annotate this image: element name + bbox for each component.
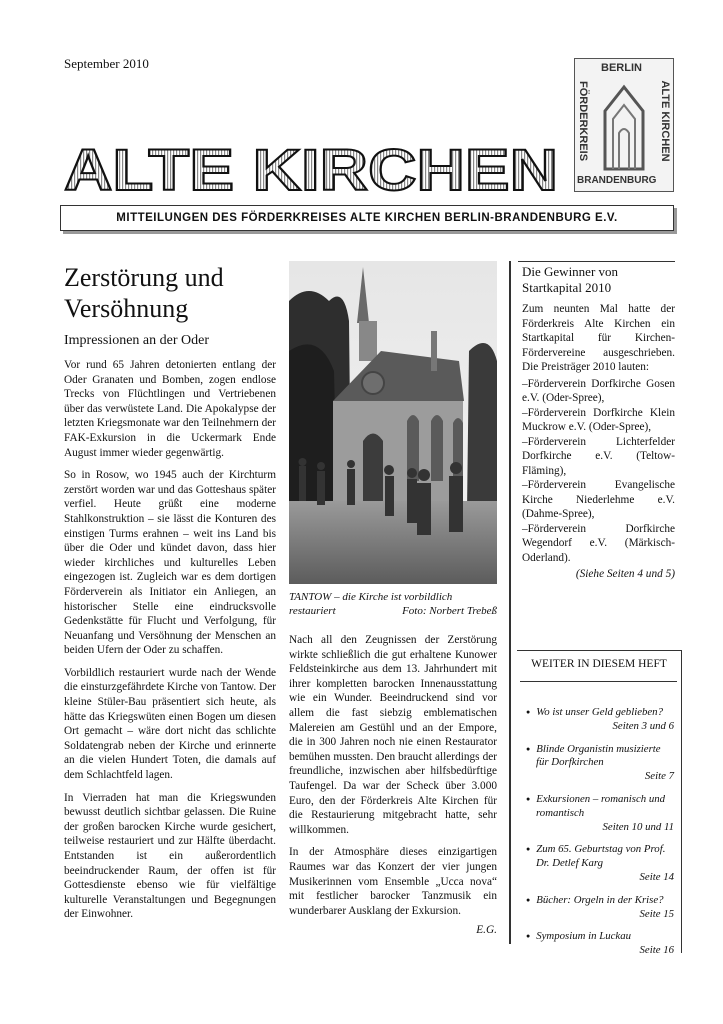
column-divider [509,261,511,944]
toc-item-pages: Seite 7 [644,770,674,783]
toc-item-pages: Seite 14 [639,870,674,883]
toc-item[interactable] [520,843,674,884]
toc-item[interactable] [520,894,674,922]
masthead-text: ALTE KIRCHEN [64,138,558,198]
toc-item-title: ● Exkursionen – romanisch und romantisch [520,793,674,821]
article-subtitle: Impressionen an der Oder [64,333,210,348]
photo-caption [289,590,497,618]
sidebar-rule [518,261,675,262]
sidebar-title: Die Gewinner von Startkapital 2010 [522,264,619,295]
church-icon [599,81,649,171]
list-item: –Förderverein Dorfkirche Gosen e.V. (Oder-Spree), [522,377,675,404]
toc-item[interactable] [520,930,674,958]
caption-text-2: restauriert [289,605,336,617]
paragraph: Vor rund 65 Jahren detonierten entlang der Oder Granaten und Bomben, zogen endlose Trecks von Flüchtlingen und Vertriebenen über das verwüstete Land. Die Apokalypse der letzten Kriegsmonate war den Teilnehmern der FAK-Exkursion in die Uckermark Ende August immer wieder gegenwärtig. [64,359,276,459]
masthead-subtitle: MITTEILUNGEN DES FÖRDERKREISES ALTE KIRCHEN BERLIN-BRANDENBURG E.V. [60,205,674,231]
sidebar-page-reference: (Siehe Seiten 4 und 5) [575,568,675,580]
sidebar-intro: Zum neunten Mal hatte der Förderkreis Alte Kirchen ein Startkapital für Kirchen-Fördervereine ausgeschrieben. Die Preisträger 2010 lauten: [522,303,675,373]
toc-title-rule [520,681,677,682]
issue-date: September 2010 [64,56,149,71]
article-signature: E.G. [476,924,497,936]
toc-item-title: ● Symposium in Luckau [520,930,674,944]
list-item: –Förderverein Evangelische Kirche Niederlehme e.V. (Dahme-Spree), [522,479,675,520]
logo-text-top: BERLIN [601,62,642,74]
toc-item[interactable] [520,793,674,834]
masthead-title [62,138,562,198]
logo-text-bottom: BRANDENBURG [577,175,657,186]
article-column-1 [64,358,276,930]
church-photo [289,261,497,584]
article-column-2 [289,633,497,926]
logo-text-left: FÖRDERKREIS [577,80,589,162]
toc-item-pages: Seite 16 [639,944,674,957]
logo-text-right: ALTE KIRCHEN [659,80,671,162]
logo [574,58,674,192]
paragraph: In Vierraden hat man die Kriegswunden bewusst deutlich sichtbar gelassen. Die Ruine der großen barocken Kirche wurde gesichert, teilweise restauriert und zur Hälfte überdacht. Entstanden ist ein außerordentlich beeindruckender Raum, der offen ist für Gottesdienste ebenso wie für vielfältige kulturelle Veranstaltungen und Begegnungen der Einwohner. [64,791,276,921]
caption-text: TANTOW – die Kirche ist vorbildlich [289,591,453,603]
paragraph: Vorbildlich restauriert wurde nach der Wende die einsturzgefährdete Kirche von Tantow. Der kleine Stüler-Bau präsentiert sich heute, als hätte das Kriegswüten einen Bogen um diesen Ort gemacht – wäre dort nicht das schlichte Soldatengrab neben der Kirche und erinnerte an die vielen Hundert Toten, die damals auf dem Schlachtfeld lagen. [64,666,276,782]
toc-item-title: ● Wo ist unser Geld geblieben? [520,706,674,720]
toc-item[interactable] [520,706,674,734]
winner-list [522,377,675,566]
paragraph: Nach all den Zeugnissen der Zerstörung wirkte schließlich die gut erhaltene Kunower Feldsteinkirche aus dem 13. Jahrhundert mit ihrer kompletten barocken Innenausstattung wie ein Wunder. Beeindruckend sind vor allem die fast siebzig emblematischen Malereien am Gestühl und an der Empore, die in 300 Jahren noch nie einen Restaurator bemühen mussten. Den braucht allerdings der freundliche, inzwischen aber hilfsbedürftige Taufengel. Da war der Scheck über 3.000 Euro, den der Förderkreis Alte Kirchen für die Restaurierung mitgebracht hatte, sehr willkommen. [289,634,497,836]
toc-item-title: ● Bücher: Orgeln in der Krise? [520,894,674,908]
toc-item-pages: Seiten 3 und 6 [612,719,674,732]
paragraph: In der Atmosphäre dieses einzigartigen Raumes war das Konzert der vier jungen Musikerinnen vom Ensemble „Ucca nova“ mit festlicher barocker Tanzmusik ein wunderbarer Ausklang der Exkursion. [289,846,497,917]
paragraph: So in Rosow, wo 1945 auch der Kirchturm zerstört worden war und das Gotteshaus später verfiel. Heute grüßt eine moderne Stahlkonstruktion – sie lässt die Konturen des einstigen Turms erahnen – weit ins Land bis über die Oder und kündet davon, dass hier wieder kirchliches und kulturelles Leben eingezogen ist. Zugleich war es dem dortigen Förderverein als Initiator ein Anliegen, an historischer Stelle eine eindrucksvolle Gedenkstätte für Flucht und Verfolgung, für Neuanfang und Versöhnung der Menschen an beiden Ufern der Oder zu schaffen. [64,469,276,657]
sidebar-body [522,302,675,582]
toc-item-pages: Seite 15 [639,907,674,920]
photo-credit: Foto: Norbert Trebeß [402,605,497,617]
toc-item[interactable] [520,743,674,784]
list-item: –Förderverein Dorfkirche Klein Muckrow e.V. (Oder-Spree), [522,406,675,433]
toc-item-title: ● Blinde Organistin musizierte für Dorfkirchen [520,743,674,771]
article-title: Zerstörung und Versöhnung [64,263,224,323]
list-item: –Förderverein Lichterfelder Dorfkirche e.V. (Teltow-Fläming), [522,435,675,477]
toc-item-title: ● Zum 65. Geburtstag von Prof. Dr. Detlef Karg [520,843,674,871]
list-item: –Förderverein Dorfkirche Wegendorf e.V. (Märkisch-Oderland). [522,522,675,564]
toc-item-pages: Seiten 10 und 11 [602,820,674,833]
toc-title: WEITER IN DIESEM HEFT [531,658,667,670]
toc-list [520,706,674,967]
